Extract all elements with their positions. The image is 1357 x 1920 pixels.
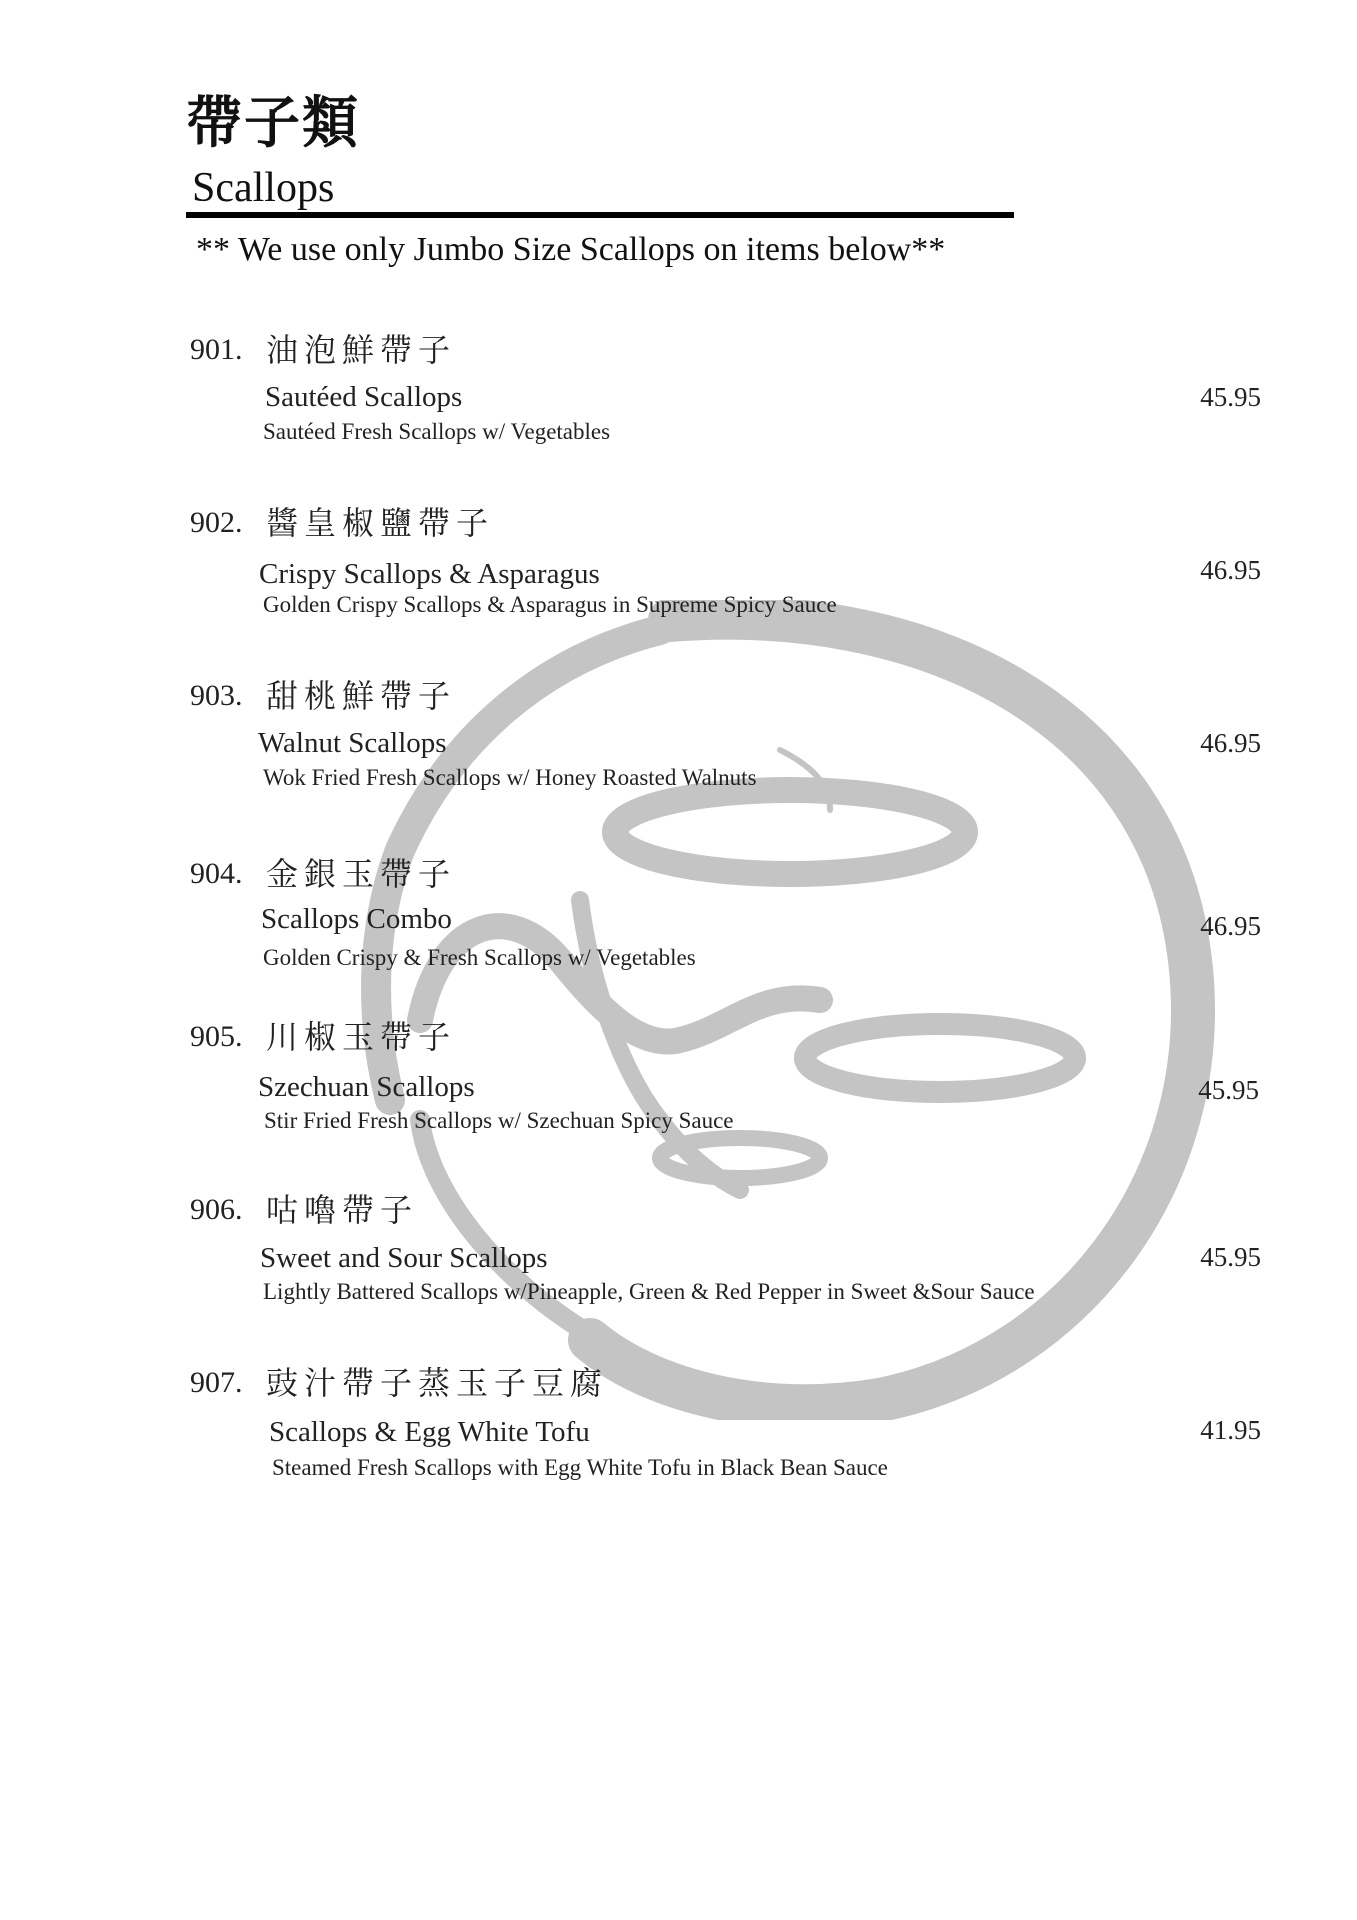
item-name-en: Sweet and Sour Scallops (260, 1242, 548, 1274)
menu-item-905 (0, 1017, 1357, 1147)
item-description: Lightly Battered Scallops w/Pineapple, Green & Red Pepper in Sweet &Sour Sauce (263, 1279, 1035, 1304)
item-name-en: Scallops Combo (261, 903, 452, 935)
item-price: 45.95 (1200, 1242, 1261, 1272)
header-divider (186, 212, 1014, 218)
section-title-en: Scallops (192, 165, 335, 211)
item-description: Stir Fried Fresh Scallops w/ Szechuan Spicy Sauce (264, 1108, 734, 1133)
item-name-zh: 金銀玉帶子 (266, 855, 457, 893)
item-price: 41.95 (1200, 1415, 1261, 1445)
item-name-zh: 甜桃鮮帶子 (266, 677, 457, 715)
item-name-en: Walnut Scallops (258, 727, 447, 759)
item-number: 904. (190, 857, 243, 890)
item-price: 45.95 (1200, 382, 1261, 412)
item-name-zh: 油泡鮮帶子 (266, 331, 457, 369)
item-number: 901. (190, 333, 243, 366)
item-description: Wok Fried Fresh Scallops w/ Honey Roasted Walnuts (263, 765, 757, 790)
item-number: 907. (190, 1366, 243, 1399)
item-name-zh: 咕嚕帶子 (266, 1191, 419, 1229)
jumbo-size-note: ** We use only Jumbo Size Scallops on items below** (196, 231, 946, 268)
menu-item-902 (0, 503, 1357, 633)
item-name-zh: 醬皇椒鹽帶子 (266, 504, 495, 542)
item-description: Sautéed Fresh Scallops w/ Vegetables (263, 419, 611, 444)
item-description: Golden Crispy Scallops & Asparagus in Supreme Spicy Sauce (263, 592, 837, 617)
item-name-en: Szechuan Scallops (258, 1071, 475, 1103)
item-name-en: Crispy Scallops & Asparagus (259, 558, 600, 590)
item-name-zh: 豉汁帶子蒸玉子豆腐 (266, 1364, 609, 1402)
item-name-zh: 川椒玉帶子 (266, 1018, 457, 1056)
item-price: 46.95 (1200, 555, 1261, 585)
item-number: 905. (190, 1020, 243, 1053)
item-number: 902. (190, 506, 243, 539)
item-description: Steamed Fresh Scallops with Egg White Tofu in Black Bean Sauce (272, 1455, 888, 1480)
item-name-en: Scallops & Egg White Tofu (269, 1416, 590, 1448)
menu-item-901 (0, 330, 1357, 460)
menu-item-904 (0, 854, 1357, 984)
item-price: 45.95 (1198, 1075, 1259, 1105)
menu-item-907 (0, 1363, 1357, 1493)
item-number: 903. (190, 679, 243, 712)
item-number: 906. (190, 1193, 243, 1226)
item-description: Golden Crispy & Fresh Scallops w/ Vegetables (263, 945, 696, 970)
item-price: 46.95 (1200, 911, 1261, 941)
menu-item-903 (0, 676, 1357, 806)
menu-item-906 (0, 1190, 1357, 1320)
item-name-en: Sautéed Scallops (265, 381, 463, 413)
item-price: 46.95 (1200, 728, 1261, 758)
section-title-zh: 帶子類 (186, 91, 360, 156)
section-header (186, 91, 360, 211)
